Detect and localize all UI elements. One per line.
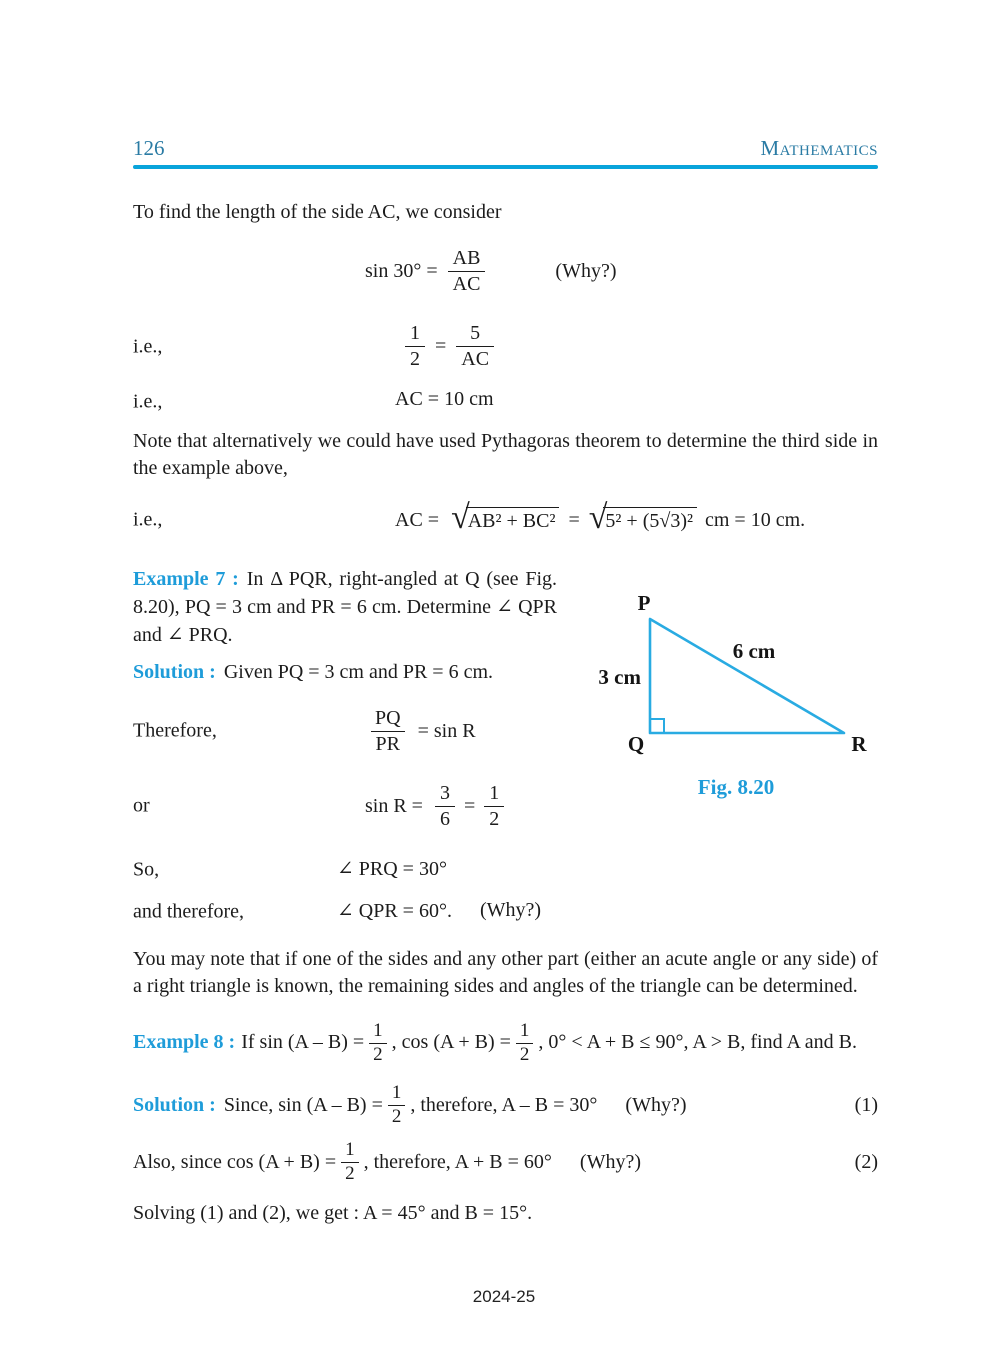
sol8-l2-post: , therefore, A + B = 60° xyxy=(363,1150,552,1173)
fraction-denominator: 2 xyxy=(516,1043,534,1067)
eq-and-text: ∠ QPR = 60°. xyxy=(337,899,452,922)
why-note: (Why?) xyxy=(625,1094,687,1117)
equals-sign: = xyxy=(435,335,447,357)
fraction-denominator: 2 xyxy=(405,346,425,372)
row-label: So, xyxy=(133,858,160,881)
eq-so-text: ∠ PRQ = 30° xyxy=(337,857,447,880)
fraction-numerator: 1 xyxy=(519,1019,530,1041)
fraction-1-2 xyxy=(388,1082,406,1129)
example-8-seg3: , 0° < A + B ≤ 90°, A > B, find A and B. xyxy=(538,1030,858,1053)
vertex-label-p: P xyxy=(637,592,651,615)
you-may-note-paragraph: You may note that if one of the sides and any other part (either an acute angle or any side) of a right triangle is known, the remaining sides and angles of the triangle can be determined. xyxy=(133,947,878,997)
footer-year: 2024-25 xyxy=(472,1287,536,1306)
equation-sin30 xyxy=(133,246,878,297)
example-7-statement xyxy=(133,565,557,649)
pythagoras-note-paragraph: Note that alternatively we could have used Pythagoras theorem to determine the third side in the example above, xyxy=(133,430,878,479)
fraction-denominator: AC xyxy=(448,271,486,297)
sol8-l1-pre: Since, sin (A – B) = xyxy=(223,1094,383,1117)
fraction-numerator: 3 xyxy=(439,781,450,804)
square-root-expression xyxy=(588,499,697,536)
example-7-section xyxy=(133,565,878,926)
fraction-5-ac xyxy=(456,321,494,372)
fraction-ab-ac xyxy=(448,246,486,297)
solution-8-line3: Solving (1) and (2), we get : A = 45° and B = 15°. xyxy=(133,1201,533,1224)
equation-half xyxy=(133,321,878,372)
equation-so xyxy=(133,856,878,884)
eq-ac10-text: AC = 10 cm xyxy=(395,388,494,410)
example-8-statement xyxy=(133,1020,878,1067)
equation-ac10 xyxy=(133,388,878,416)
eq-pyth-label: i.e., xyxy=(133,508,163,531)
fraction-denominator: AC xyxy=(456,346,494,372)
figure-caption: Fig. 8.20 xyxy=(697,774,775,799)
eq-pyth-lhs: AC = xyxy=(395,508,440,531)
fraction-numerator: 5 xyxy=(470,322,481,344)
page-header xyxy=(133,136,878,161)
fraction-3-6 xyxy=(435,781,455,832)
fraction-numerator: PQ xyxy=(375,706,401,729)
equation-and-therefore xyxy=(133,898,878,926)
why-note: (Why?) xyxy=(579,1150,641,1173)
row-label: Therefore, xyxy=(133,719,217,742)
eq-or-lhs: sin R = xyxy=(365,794,423,817)
radical-sign: √ xyxy=(588,499,608,536)
example-7-solution xyxy=(133,661,557,684)
fraction-1-2 xyxy=(484,781,504,832)
fraction-numerator: 1 xyxy=(410,322,420,344)
fraction-1-2 xyxy=(369,1020,387,1067)
equals-sign: = xyxy=(463,794,476,817)
radical-sign: √ xyxy=(451,499,470,536)
fraction-1-2 xyxy=(341,1139,359,1186)
fraction-numerator: 1 xyxy=(391,1082,402,1104)
equation-or xyxy=(133,781,878,832)
fraction-numerator: AB xyxy=(452,247,481,269)
fraction-numerator: 1 xyxy=(373,1019,383,1041)
radicand: AB² + BC² xyxy=(466,507,560,533)
figure-8-20 xyxy=(586,593,886,800)
fraction-numerator: 1 xyxy=(345,1139,355,1161)
radicand: 5² + (5√3)² xyxy=(603,507,697,533)
fraction-denominator: 2 xyxy=(388,1105,406,1129)
vertex-label-q: Q xyxy=(627,731,645,756)
eq-therefore-rhs: = sin R xyxy=(417,719,476,742)
square-root-expression xyxy=(451,499,559,536)
fraction-denominator: 2 xyxy=(484,806,504,832)
solution-label: Solution : xyxy=(133,1094,216,1117)
example-8-label: Example 8 : xyxy=(133,1030,236,1053)
fraction-denominator: 6 xyxy=(435,806,455,832)
fraction-denominator: 2 xyxy=(369,1043,387,1067)
row-label: and therefore, xyxy=(133,900,245,923)
eq-pyth-tail: cm = 10 cm. xyxy=(705,508,806,531)
solution-8-line2 xyxy=(133,1139,878,1186)
example-8-seg2: , cos (A + B) = xyxy=(391,1030,511,1053)
side-pr-length-label: 6 cm xyxy=(732,638,776,663)
fraction-1-2 xyxy=(405,321,425,372)
running-head-title: Mathematics xyxy=(760,136,878,160)
equals-sign: = xyxy=(568,508,580,531)
fraction-denominator: 2 xyxy=(341,1162,359,1186)
eq-sin30-why-note: (Why?) xyxy=(555,260,617,282)
eq-ac10-label: i.e., xyxy=(133,390,163,413)
solution-label: Solution : xyxy=(133,660,216,683)
equation-therefore xyxy=(133,706,878,757)
vertex-label-r: R xyxy=(851,731,867,756)
page-content xyxy=(133,136,878,1225)
sol8-l1-post: , therefore, A – B = 30° xyxy=(410,1094,598,1117)
example-7-label: Example 7 : xyxy=(133,567,239,590)
intro-paragraph: To find the length of the side AC, we consider xyxy=(133,201,502,223)
fraction-1-2 xyxy=(516,1020,534,1067)
row-label: or xyxy=(133,794,150,817)
sol8-l2-pre: Also, since cos (A + B) = xyxy=(133,1150,337,1173)
side-pq-length-label: 3 cm xyxy=(598,664,641,689)
header-rule xyxy=(133,165,878,169)
eq-half-label: i.e., xyxy=(133,335,163,357)
example-8-seg1: If sin (A – B) = xyxy=(241,1030,365,1053)
fraction-denominator: PR xyxy=(371,731,405,757)
equation-pythagoras xyxy=(133,499,878,536)
fraction-pq-pr xyxy=(370,706,406,757)
page-number: 126 xyxy=(133,136,165,160)
why-note: (Why?) xyxy=(479,898,542,921)
eq-sin30-lhs: sin 30° = xyxy=(365,260,438,282)
equation-tag-1: (1) xyxy=(854,1094,878,1117)
equation-tag-2: (2) xyxy=(854,1150,878,1173)
example-7-statement-text: In Δ PQR, right-angled at Q (see Fig. 8.20), PQ = 3 cm and PR = 6 cm. Determine ∠ QPR and ∠ PRQ. xyxy=(133,567,557,646)
solution-8-line1 xyxy=(133,1082,878,1129)
example-7-solution-text: Given PQ = 3 cm and PR = 6 cm. xyxy=(223,660,494,683)
fraction-numerator: 1 xyxy=(489,781,500,804)
